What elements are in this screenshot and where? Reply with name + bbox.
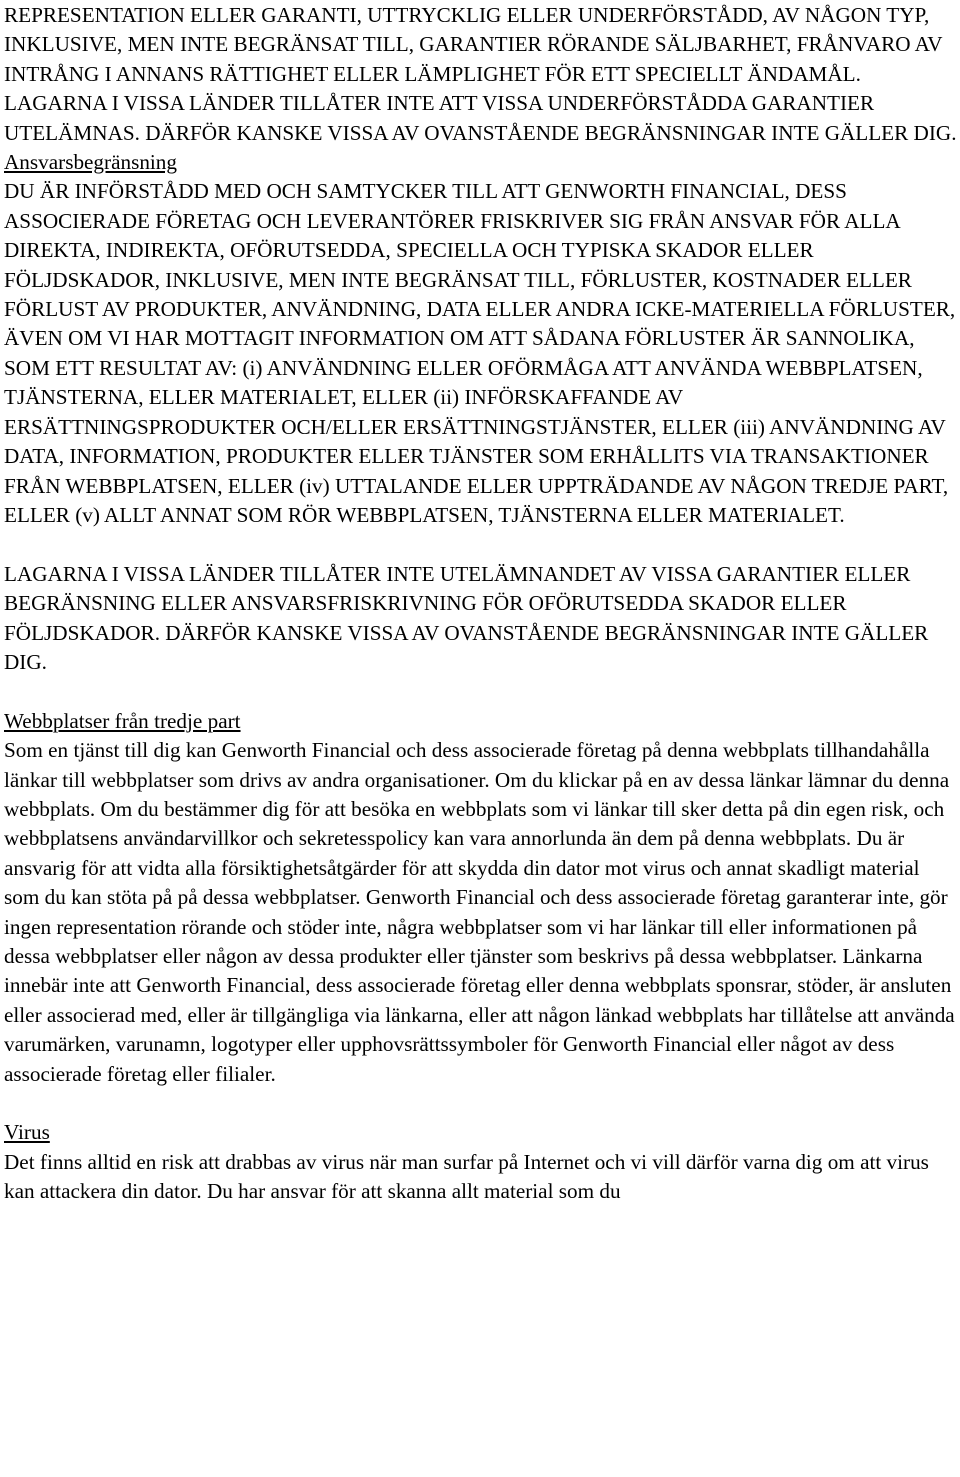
intro-paragraph: REPRESENTATION ELLER GARANTI, UTTRYCKLIG ELLER UNDERFÖRSTÅDD, AV NÅGON TYP, INKLUSIVE, MEN INTE BEGRÄNSAT TILL, GARANTIER RÖRANDE SÄLJBARHET, FRÅNVARO AV INTRÅNG I ANNANS RÄTTIGHET ELLER LÄMPLIGHET FÖR ETT SPECIELLT ÄNDAMÅL. LAGARNA I VISSA LÄNDER TILLÅTER INTE ATT VISSA UNDERFÖRSTÅDDA GARANTIER UTELÄMNAS. DÄRFÖR KANSKE VISSA AV OVANSTÅENDE BEGRÄNSNINGAR INTE GÄLLER DIG. <box>4 3 957 145</box>
virus-paragraph: Det finns alltid en risk att drabbas av virus när man surfar på Internet och vi vill därför varna dig om att virus kan attackera din dator. Du har ansvar för att skanna allt material som du <box>4 1149 929 1204</box>
third-party-paragraph: Som en tjänst till dig kan Genworth Financial och dess associerade företag på denna webbplats tillhandahålla länkar till webbplatser som drivs av andra organisationer. Om du klickar på en av dessa länkar lämnar du denna webbplats. Om du bestämmer dig för att besöka en webbplats som vi länkar till sker detta på din egen risk, och webbplatsens användarvillkor och sekretesspolicy kan vara annorlunda än dem på denna webbplats. Du är ansvarig för att vidta alla försiktighetsåtgärder för att skydda din dator mot virus och annat skadligt material som du kan stöta på på dessa webbplatser. Genworth Financial och dess associerade företag garanterar inte, gör ingen representation rörande och stöder inte, några webbplatser som vi har länkar till eller informationen på dessa webbplatser eller någon av dessa produkter eller tjänster som beskrivs på dessa webbplatser. Länkarna innebär inte att Genworth Financial, dess associerade företag eller denna webbplats sponsrar, stöder, är ansluten eller associerad med, eller är tillgängliga via länkarna, eller att någon länkad webbplats har tillåtelse att använda varumärken, varunamn, logotyper eller upphovsrättssymboler för Genworth Financial eller något av dess associerade företag eller filialer. <box>4 738 955 1086</box>
section-virus <box>4 1118 958 1206</box>
paragraph-spacer <box>4 530 958 559</box>
section-heading-liability: Ansvarsbegränsning <box>4 150 177 175</box>
liability-paragraph: DU ÄR INFÖRSTÅDD MED OCH SAMTYCKER TILL ATT GENWORTH FINANCIAL, DESS ASSOCIERADE FÖRETAG OCH LEVERANTÖRER FRISKRIVER SIG FRÅN ANSVAR FÖR ALLA DIREKTA, INDIREKTA, OFÖRUTSEDDA, SPECIELLA OCH TYPISKA SKADOR ELLER FÖLJDSKADOR, INKLUSIVE, MEN INTE BEGRÄNSAT TILL, FÖRLUSTER, KOSTNADER ELLER FÖRLUST AV PRODUKTER, ANVÄNDNING, DATA ELLER ANDRA ICKE-MATERIELLA FÖRLUSTER, ÄVEN OM VI HAR MOTTAGIT INFORMATION OM ATT SÅDANA FÖRLUSTER ÄR SANNOLIKA, SOM ETT RESULTAT AV: (i) ANVÄNDNING ELLER OFÖRMÅGA ATT ANVÄNDA WEBBPLATSEN, TJÄNSTERNA, ELLER MATERIALET, ELLER (ii) INFÖRSKAFFANDE AV ERSÄTTNINGSPRODUKTER OCH/ELLER ERSÄTTNINGSTJÄNSTER, ELLER (iii) ANVÄNDNING AV DATA, INFORMATION, PRODUKTER ELLER TJÄNSTER SOM ERHÅLLITS VIA TRANSAKTIONER FRÅN WEBBPLATSEN, ELLER (iv) UTTALANDE ELLER UPPTRÄDANDE AV NÅGON TREDJE PART, ELLER (v) ALLT ANNAT SOM RÖR WEBBPLATSEN, TJÄNSTERNA ELLER MATERIALET. <box>4 179 956 527</box>
section-spacer <box>4 677 958 706</box>
section-spacer <box>4 1089 958 1118</box>
section-third-party-sites <box>4 707 958 1089</box>
document-page <box>4 0 958 1207</box>
section-liability <box>4 148 958 677</box>
section-heading-virus: Virus <box>4 1120 50 1145</box>
liability-paragraph-laws: LAGARNA I VISSA LÄNDER TILLÅTER INTE UTELÄMNANDET AV VISSA GARANTIER ELLER BEGRÄNSNING ELLER ANSVARSFRISKRIVNING FÖR OFÖRUTSEDDA SKADOR ELLER FÖLJDSKADOR. DÄRFÖR KANSKE VISSA AV OVANSTÅENDE BEGRÄNSNINGAR INTE GÄLLER DIG. <box>4 561 929 674</box>
section-heading-third-party-sites: Webbplatser från tredje part <box>4 708 241 733</box>
